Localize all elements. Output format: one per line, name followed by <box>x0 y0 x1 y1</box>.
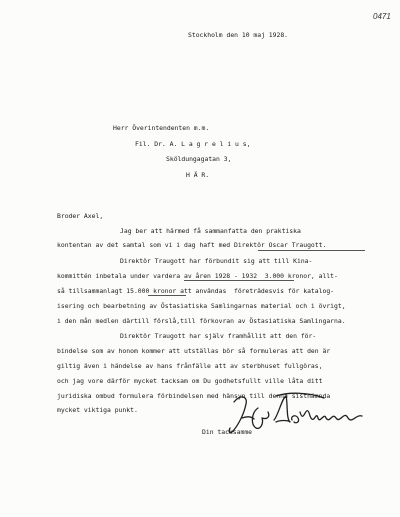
dateline: Stockholm den 10 maj 1928. <box>188 31 289 39</box>
recipient-line-4: H Ä R. <box>186 171 210 179</box>
underline-years <box>184 280 294 281</box>
recipient-line-3: Sköldungagatan 3, <box>166 155 232 163</box>
recipient-line-1: Herr Överintendenten m.m. <box>113 124 210 132</box>
body-line-3: Direktör Traugott har förbundit sig att till Kina- <box>120 257 313 265</box>
handwritten-signature <box>228 390 378 440</box>
body-line-4: kommittén inbetala under vardera av åren 1928 - 1932 3.000 kronor, allt- <box>57 272 338 280</box>
body-line-8: Direktör Traugott har själv framhållit att den för- <box>120 332 317 340</box>
body-line-13: mycket viktiga punkt. <box>57 406 138 414</box>
underline-traugott <box>258 250 365 251</box>
body-line-7: i den mån medlen därtill förslå,till förkovran av Östasiatiska Samlingarna. <box>57 317 346 325</box>
underline-sum <box>148 295 186 296</box>
body-line-1: Jag ber att härmed få sammanfatta den praktiska <box>120 227 301 235</box>
salutation: Broder Axel, <box>57 212 104 220</box>
recipient-line-2: Fil. Dr. A. L a g r e l i u s, <box>135 140 251 148</box>
body-line-2: kontentan av det samtal som vi i dag haft med Direktör Oscar Traugott. <box>57 241 327 249</box>
body-line-5: så tillsammanlagt 15.000 kronor att användas företrädesvis för katalog- <box>57 287 335 295</box>
closing: Din tacksamme <box>202 428 253 436</box>
body-line-9: bindelse som av honom kommer att utställas bör så formuleras att den är <box>57 347 331 355</box>
body-line-6: isering och bearbetning av Östasiatiska Samlingarnas material och i övrigt, <box>57 302 346 310</box>
body-line-11: och jag vore därför mycket tacksam om Du godhetsfullt ville låta ditt <box>57 377 323 385</box>
archive-number: 0471 <box>373 12 391 21</box>
body-line-12: juridiska ombud formulera förbindelsen med hänsyn till denna sistnämnda <box>57 392 331 400</box>
body-line-10: giltig även i händelse av hans frånfälle att av sterbhuset fullgöras, <box>57 362 323 370</box>
